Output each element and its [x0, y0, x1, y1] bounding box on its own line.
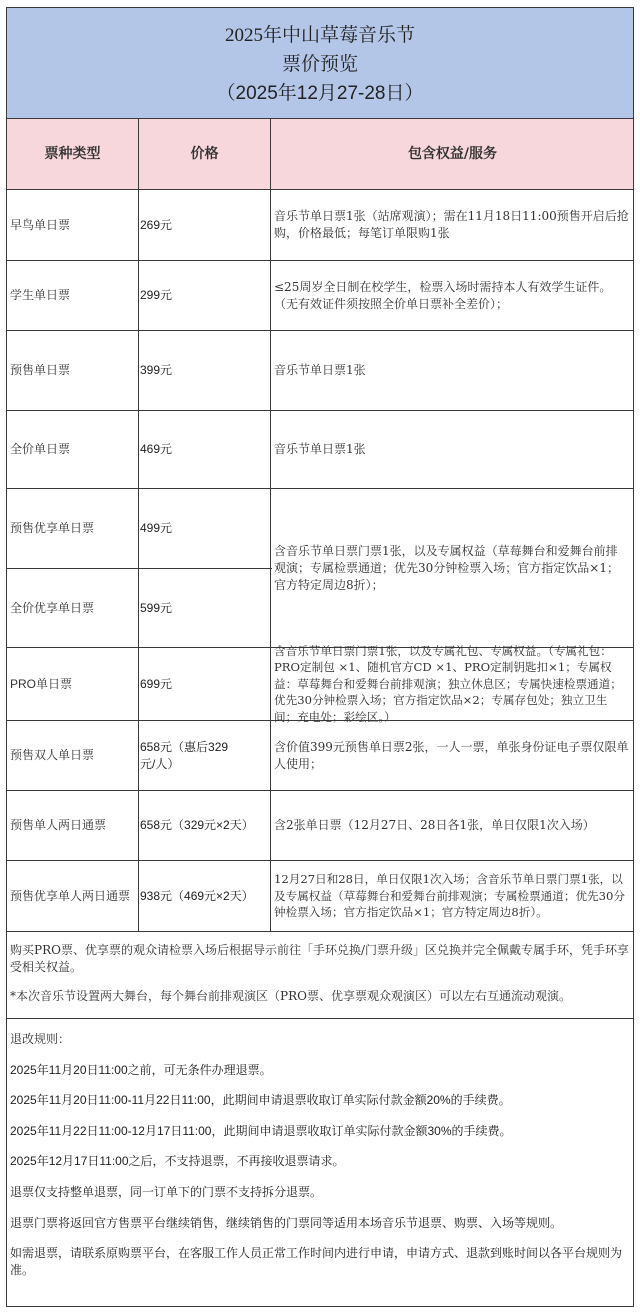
refund-rule: 2025年11月20日11:00-11月22日11:00，此期间申请退票收取订单实际付款金额20%的手续费。 — [10, 1093, 511, 1108]
header-price: 价格 — [139, 119, 271, 189]
table-row — [7, 569, 272, 648]
ticket-type: 预售单日票 — [7, 331, 139, 410]
ticket-type: 全价单日票 — [7, 411, 139, 488]
ticket-benefits: 含音乐节单日票门票1张，以及专属礼包、专属权益。（专属礼包：PRO定制包 ×1、随机官方CD ×1、PRO定制钥匙扣×1；专属权益：草莓舞台和爱舞台前排观演；独立休息区；专属快速检票通道；优先30分钟检票入场；官方指定饮品×2；专属存包处；独立卫生间；充电处；彩绘区。） — [274, 643, 622, 724]
ticket-type: 预售单人两日通票 — [7, 791, 139, 860]
notes-section — [7, 932, 633, 1019]
refund-rule: 退票门票将返回官方售票平台继续销售，继续销售的门票同等适用本场音乐节退票、购票、入场等规则。 — [10, 1215, 563, 1230]
table-row — [7, 643, 633, 724]
table-header — [7, 119, 633, 190]
table-row — [7, 791, 633, 861]
refund-heading: 退改规则： — [10, 1032, 71, 1046]
ticket-benefits: 含2张单日票（12月27日、28日各1张，单日仅限1次入场） — [274, 818, 595, 832]
ticket-price: 938元（469元×2天） — [139, 861, 271, 931]
stage-note: *本次音乐节设置两大舞台，每个舞台前排观演区（PRO票、优享票观众观演区）可以左右互通流动观演。 — [10, 989, 571, 1003]
ticket-price: 399元 — [139, 331, 271, 410]
ticket-price: 658元（329元×2天） — [139, 791, 271, 860]
ticket-benefits: ≤25周岁全日制在校学生，检票入场时需持本人有效学生证件。（无有效证件须按照全价单日票补全差价）； — [274, 279, 612, 311]
ticket-type: 预售双人单日票 — [7, 721, 139, 790]
header-benefits: 包含权益/服务 — [407, 145, 498, 162]
table-row — [7, 861, 633, 932]
title-band — [7, 8, 633, 119]
ticket-price: 299元 — [139, 261, 271, 330]
ticket-benefits: 音乐节单日票1张 — [274, 363, 366, 377]
table-row — [7, 331, 633, 411]
table-row — [7, 411, 633, 489]
wristband-note: 购买PRO票、优享票的观众请检票入场后根据导示前往「手环兑换/门票升级」区兑换并完全佩戴专属手环，凭手环享受相关权益。 — [10, 943, 629, 974]
ticket-benefits-merged: 含音乐节单日票门票1张，以及专属权益（草莓舞台和爱舞台前排观演；专属检票通道；优先30分钟检票入场；官方指定饮品×1；官方特定周边8折）； — [272, 489, 633, 648]
refund-rule: 2025年12月17日11:00之后，不支持退票，不再接收退票请求。 — [10, 1154, 345, 1169]
ticket-benefits: 音乐节单日票1张 — [274, 442, 366, 456]
table-row — [7, 721, 633, 791]
ticket-price-sheet — [6, 7, 634, 1307]
ticket-price: 499元 — [139, 489, 271, 568]
ticket-price: 699元 — [139, 648, 271, 720]
ticket-benefits: 音乐节单日票1张（站席观演）；需在11月18日11:00预售开启后抢购，价格最低；每笔订单限购1张 — [274, 209, 629, 240]
refund-rules-section — [7, 1019, 633, 1307]
refund-rule: 2025年11月20日11:00之前，可无条件办理退票。 — [10, 1062, 272, 1077]
festival-dates: （2025年12月27-28日） — [216, 82, 424, 104]
refund-rule: 2025年11月22日11:00-12月17日11:00，此期间申请退票收取订单实际付款金额30%的手续费。 — [10, 1123, 512, 1138]
header-ticket-type: 票种类型 — [7, 119, 139, 189]
ticket-type: PRO单日票 — [7, 648, 139, 720]
ticket-benefits: 含价值399元预售单日票2张，一人一票，单张身份证电子票仅限单人使用； — [274, 739, 629, 771]
table-row — [7, 489, 272, 569]
ticket-type: 早鸟单日票 — [7, 190, 139, 260]
ticket-price: 658元（惠后329元/人） — [139, 721, 271, 790]
ticket-type: 预售优享单人两日通票 — [7, 861, 139, 931]
ticket-price: 469元 — [139, 411, 271, 488]
refund-rule: 退票仅支持整单退票，同一订单下的门票不支持拆分退票。 — [10, 1184, 323, 1199]
refund-rule: 如需退票，请联系原购票平台，在客服工作人员正常工作时间内进行申请，申请方式、退款到账时间以各平台规则为准。 — [10, 1246, 623, 1278]
ticket-type: 预售优享单日票 — [7, 489, 139, 568]
ticket-type: 学生单日票 — [7, 261, 139, 330]
festival-title: 2025年中山草莓音乐节 — [224, 24, 415, 46]
sheet-subtitle: 票价预览 — [281, 53, 358, 75]
ticket-benefits: 12月27日和28日，单日仅限1次入场；含音乐节单日票门票1张，以及专属权益（草莓舞台和爱舞台前排观演；专属检票通道；优先30分钟检票入场；官方指定饮品×1；官方特定周边8折）。 — [274, 872, 625, 920]
ticket-type: 全价优享单日票 — [7, 569, 139, 647]
table-row — [7, 261, 633, 331]
ticket-price: 269元 — [139, 190, 271, 260]
table-row — [7, 190, 633, 261]
ticket-price: 599元 — [139, 569, 271, 647]
